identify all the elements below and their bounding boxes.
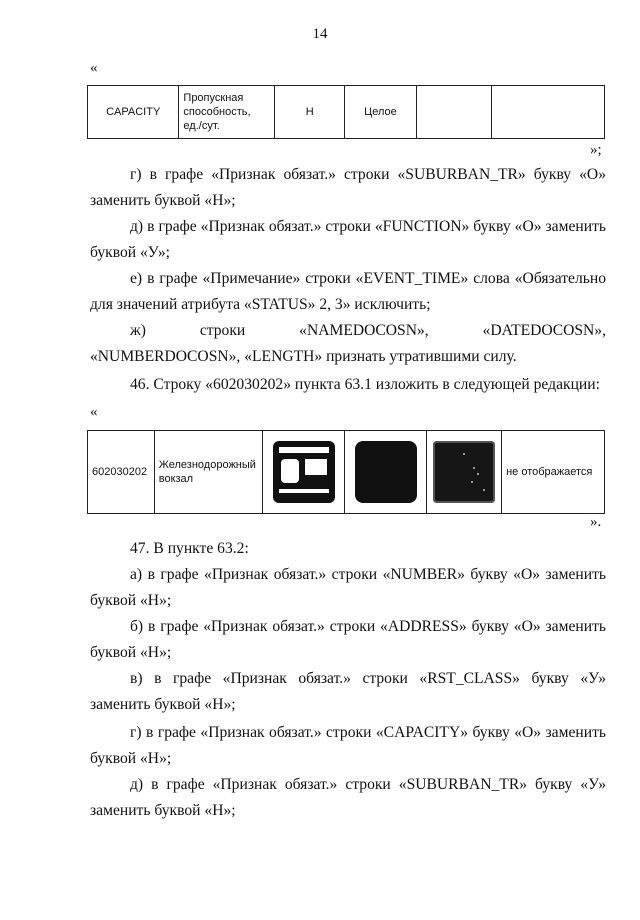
paragraph: г) в графе «Признак обязат.» строки «SUBURBAN_TR» букву «О» заменить буквой «Н»; xyxy=(90,166,606,209)
railway-station-icon xyxy=(273,441,335,503)
table-row xyxy=(88,86,605,139)
paragraph: д) в графе «Признак обязат.» строки «SUBURBAN_TR» букву «У» заменить буквой «Н»; xyxy=(90,776,606,819)
paragraph: б) в графе «Признак обязат.» строки «ADDRESS» букву «О» заменить буквой «Н»; xyxy=(90,618,606,661)
dotted-black-square-symbol xyxy=(433,441,495,503)
paragraph: ж) строки «NAMEDOCOSN», «DATEDOCOSN», «NUMBERDOCOSN», «LENGTH» признать утратившими силу. xyxy=(90,322,606,365)
open-quote: « xyxy=(90,404,98,420)
paragraph: 47. В пункте 63.2: xyxy=(130,540,249,557)
station-table xyxy=(87,430,605,514)
paragraph: е) в графе «Примечание» строки «EVENT_TIME» слова «Обязательно для значений атрибута «STATUS» 2, 3» исключить; xyxy=(90,270,606,313)
table-cell: 602030202 xyxy=(88,431,155,514)
table-row xyxy=(88,431,605,514)
paragraph: 46. Строку «602030202» пункта 63.1 изложить в следующей редакции: xyxy=(130,376,600,393)
table-cell: Н xyxy=(275,86,345,139)
table-cell: Железнодорожный вокзал xyxy=(154,431,263,514)
table-cell xyxy=(416,86,491,139)
paragraph: а) в графе «Признак обязат.» строки «NUMBER» букву «О» заменить буквой «Н»; xyxy=(90,566,606,609)
black-square-symbol xyxy=(355,441,417,503)
page-number: 14 xyxy=(312,26,328,42)
capacity-table xyxy=(87,85,605,139)
open-quote: « xyxy=(90,60,98,76)
table-cell xyxy=(427,431,502,514)
table-cell: CAPACITY xyxy=(88,86,179,139)
close-quote: ». xyxy=(590,514,602,530)
table-cell: Пропускная способность, ед./сут. xyxy=(179,86,275,139)
table-cell xyxy=(263,431,345,514)
close-quote: »; xyxy=(590,142,602,158)
paragraph: д) в графе «Признак обязат.» строки «FUNCTION» букву «О» заменить буквой «У»; xyxy=(90,218,606,261)
table-cell xyxy=(345,431,427,514)
paragraph: г) в графе «Признак обязат.» строки «CAPACITY» букву «О» заменить буквой «Н»; xyxy=(90,724,606,767)
paragraph: в) в графе «Признак обязат.» строки «RST_CLASS» букву «У» заменить буквой «Н»; xyxy=(90,670,606,713)
table-cell xyxy=(491,86,604,139)
table-cell: не отображается xyxy=(502,431,605,514)
table-cell: Целое xyxy=(345,86,416,139)
